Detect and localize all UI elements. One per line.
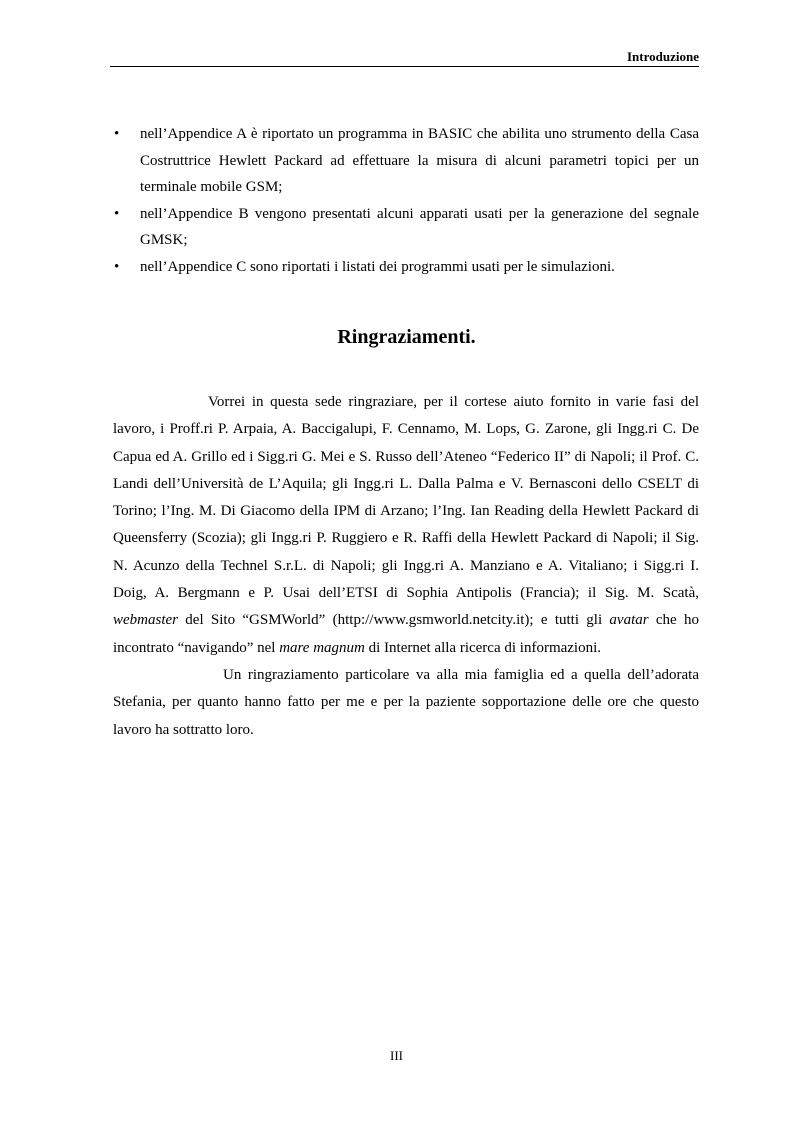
bullet-item-appendix-b: • nell’Appendice B vengono presentati alcuni apparati usati per la generazione del segnale GMSK; xyxy=(113,201,699,254)
bullet-item-appendix-a: • nell’Appendice A è riportato un programma in BASIC che abilita uno strumento della Casa Costruttrice Hewlett Packard ad effettuare la misura di alcuni parametri topici per un terminale mobile GSM; xyxy=(113,121,699,201)
paragraph-1-text-a: Vorrei in questa sede ringraziare, per il cortese aiuto fornito in varie fasi del lavoro, i Proff.ri P. Arpaia, A. Baccigalupi, F. Cennamo, M. Lops, G. Zarone, gli Ingg.ri C. De Capua ed A. Grillo ed i Sigg.ri G. Mei e S. Russo dell’Ateneo “Federico II” di Napoli; il Prof. C. Landi dell’Università de L’Aquila; gli Ingg.ri L. Dalla Palma e V. Bernasconi dello CSELT di Torino; l’Ing. M. Di Giacomo della IPM di Arzano; l’Ing. Ian Reading della Hewlett Packard di Queensferry (Scozia); gli Ingg.ri P. Ruggiero e R. Raffi della Hewlett Packard di Napoli; il Sig. N. Acunzo della Technel S.r.L. di Napoli; gli Ingg.ri A. Manziano e A. Vitaliano; i Sigg.ri I. Doig, A. Bergmann e P. Usai dell’ETSI di Sophia Antipolis (Francia); il Sig. M. Scatà, xyxy=(113,394,699,602)
paragraph-1-text-d: di Internet alla ricerca di informazioni. xyxy=(368,639,602,656)
acknowledgements-paragraph-2: Un ringraziamento particolare va alla mia famiglia ed a quella dell’adorata Stefania, per quanto hanno fatto per me e per la paziente sopportazione delle ore che questo lavoro ha sottratto loro. xyxy=(113,666,699,738)
page-number: III xyxy=(390,1048,403,1063)
paragraph-1-text-b: del Sito “GSMWorld” (http://www.gsmworld.netcity.it); e tutti gli xyxy=(185,612,603,629)
webmaster-term: webmaster xyxy=(113,612,178,629)
running-header-title: Introduzione xyxy=(627,49,699,64)
paragraph-1-text-c: che ho incontrato “navigando” nel xyxy=(113,612,699,656)
acknowledgements-body xyxy=(113,389,699,744)
bullet-item-appendix-c: • nell’Appendice C sono riportati i listati dei programmi usati per le simulazioni. xyxy=(113,254,699,281)
header-rule xyxy=(110,66,699,67)
mare-magnum-term: mare magnum xyxy=(279,639,365,656)
section-title: Ringraziamenti. xyxy=(337,326,476,348)
avatar-term: avatar xyxy=(609,612,649,629)
appendix-bullet-list xyxy=(113,121,699,280)
acknowledgements-paragraph-1 xyxy=(113,389,699,662)
